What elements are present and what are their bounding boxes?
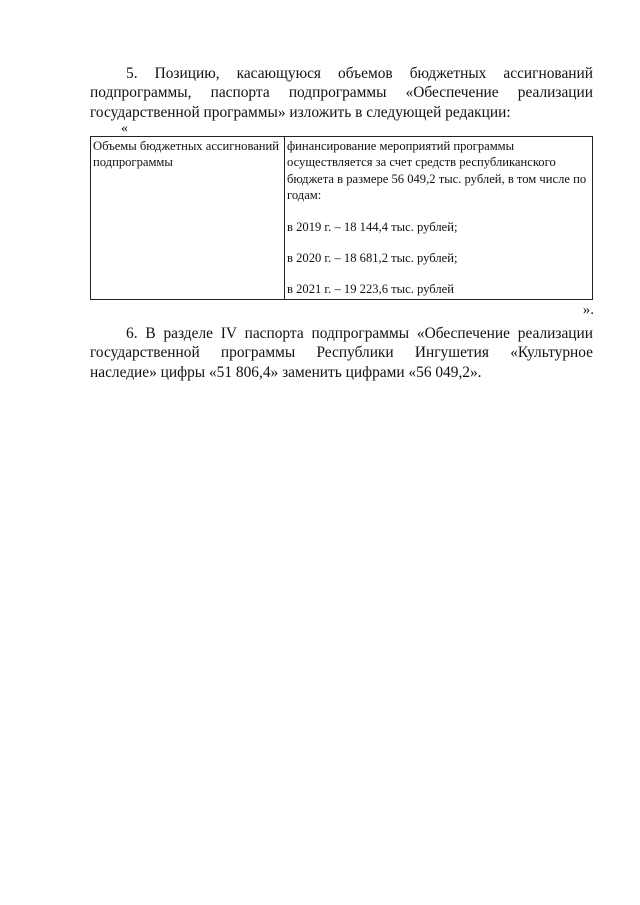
- closing-quote-mark: ».: [582, 302, 594, 318]
- table-cell-label: Объемы бюджетных ассигнований подпрограммы: [91, 137, 285, 300]
- paragraph-6: 6. В разделе IV паспорта подпрограммы «Обеспечение реализации государственной программы Республики Ингушетия «Культурное наследие» цифры «51 806,4» заменить цифрами «56 049,2».: [90, 325, 593, 381]
- funding-year-2021: в 2021 г. – 19 223,6 тыс. рублей: [287, 282, 454, 297]
- funding-year-2019: в 2019 г. – 18 144,4 тыс. рублей;: [287, 219, 458, 234]
- budget-allocation-table: [90, 136, 593, 300]
- funding-year-2020: в 2020 г. – 18 681,2 тыс. рублей;: [287, 251, 458, 266]
- opening-quote-mark: «: [121, 121, 128, 136]
- funding-intro-text: финансирование мероприятий программы осуществляется за счет средств республиканского бюджета в размере 56 049,2 тыс. рублей, в том числе по годам:: [287, 139, 587, 203]
- table-cell-value: [285, 137, 593, 300]
- paragraph-5: 5. Позицию, касающуюся объемов бюджетных ассигнований подпрограммы, паспорта подпрограммы «Обеспечение реализации государственной программы» изложить в следующей редакции:: [90, 65, 593, 121]
- table-row: [91, 137, 593, 300]
